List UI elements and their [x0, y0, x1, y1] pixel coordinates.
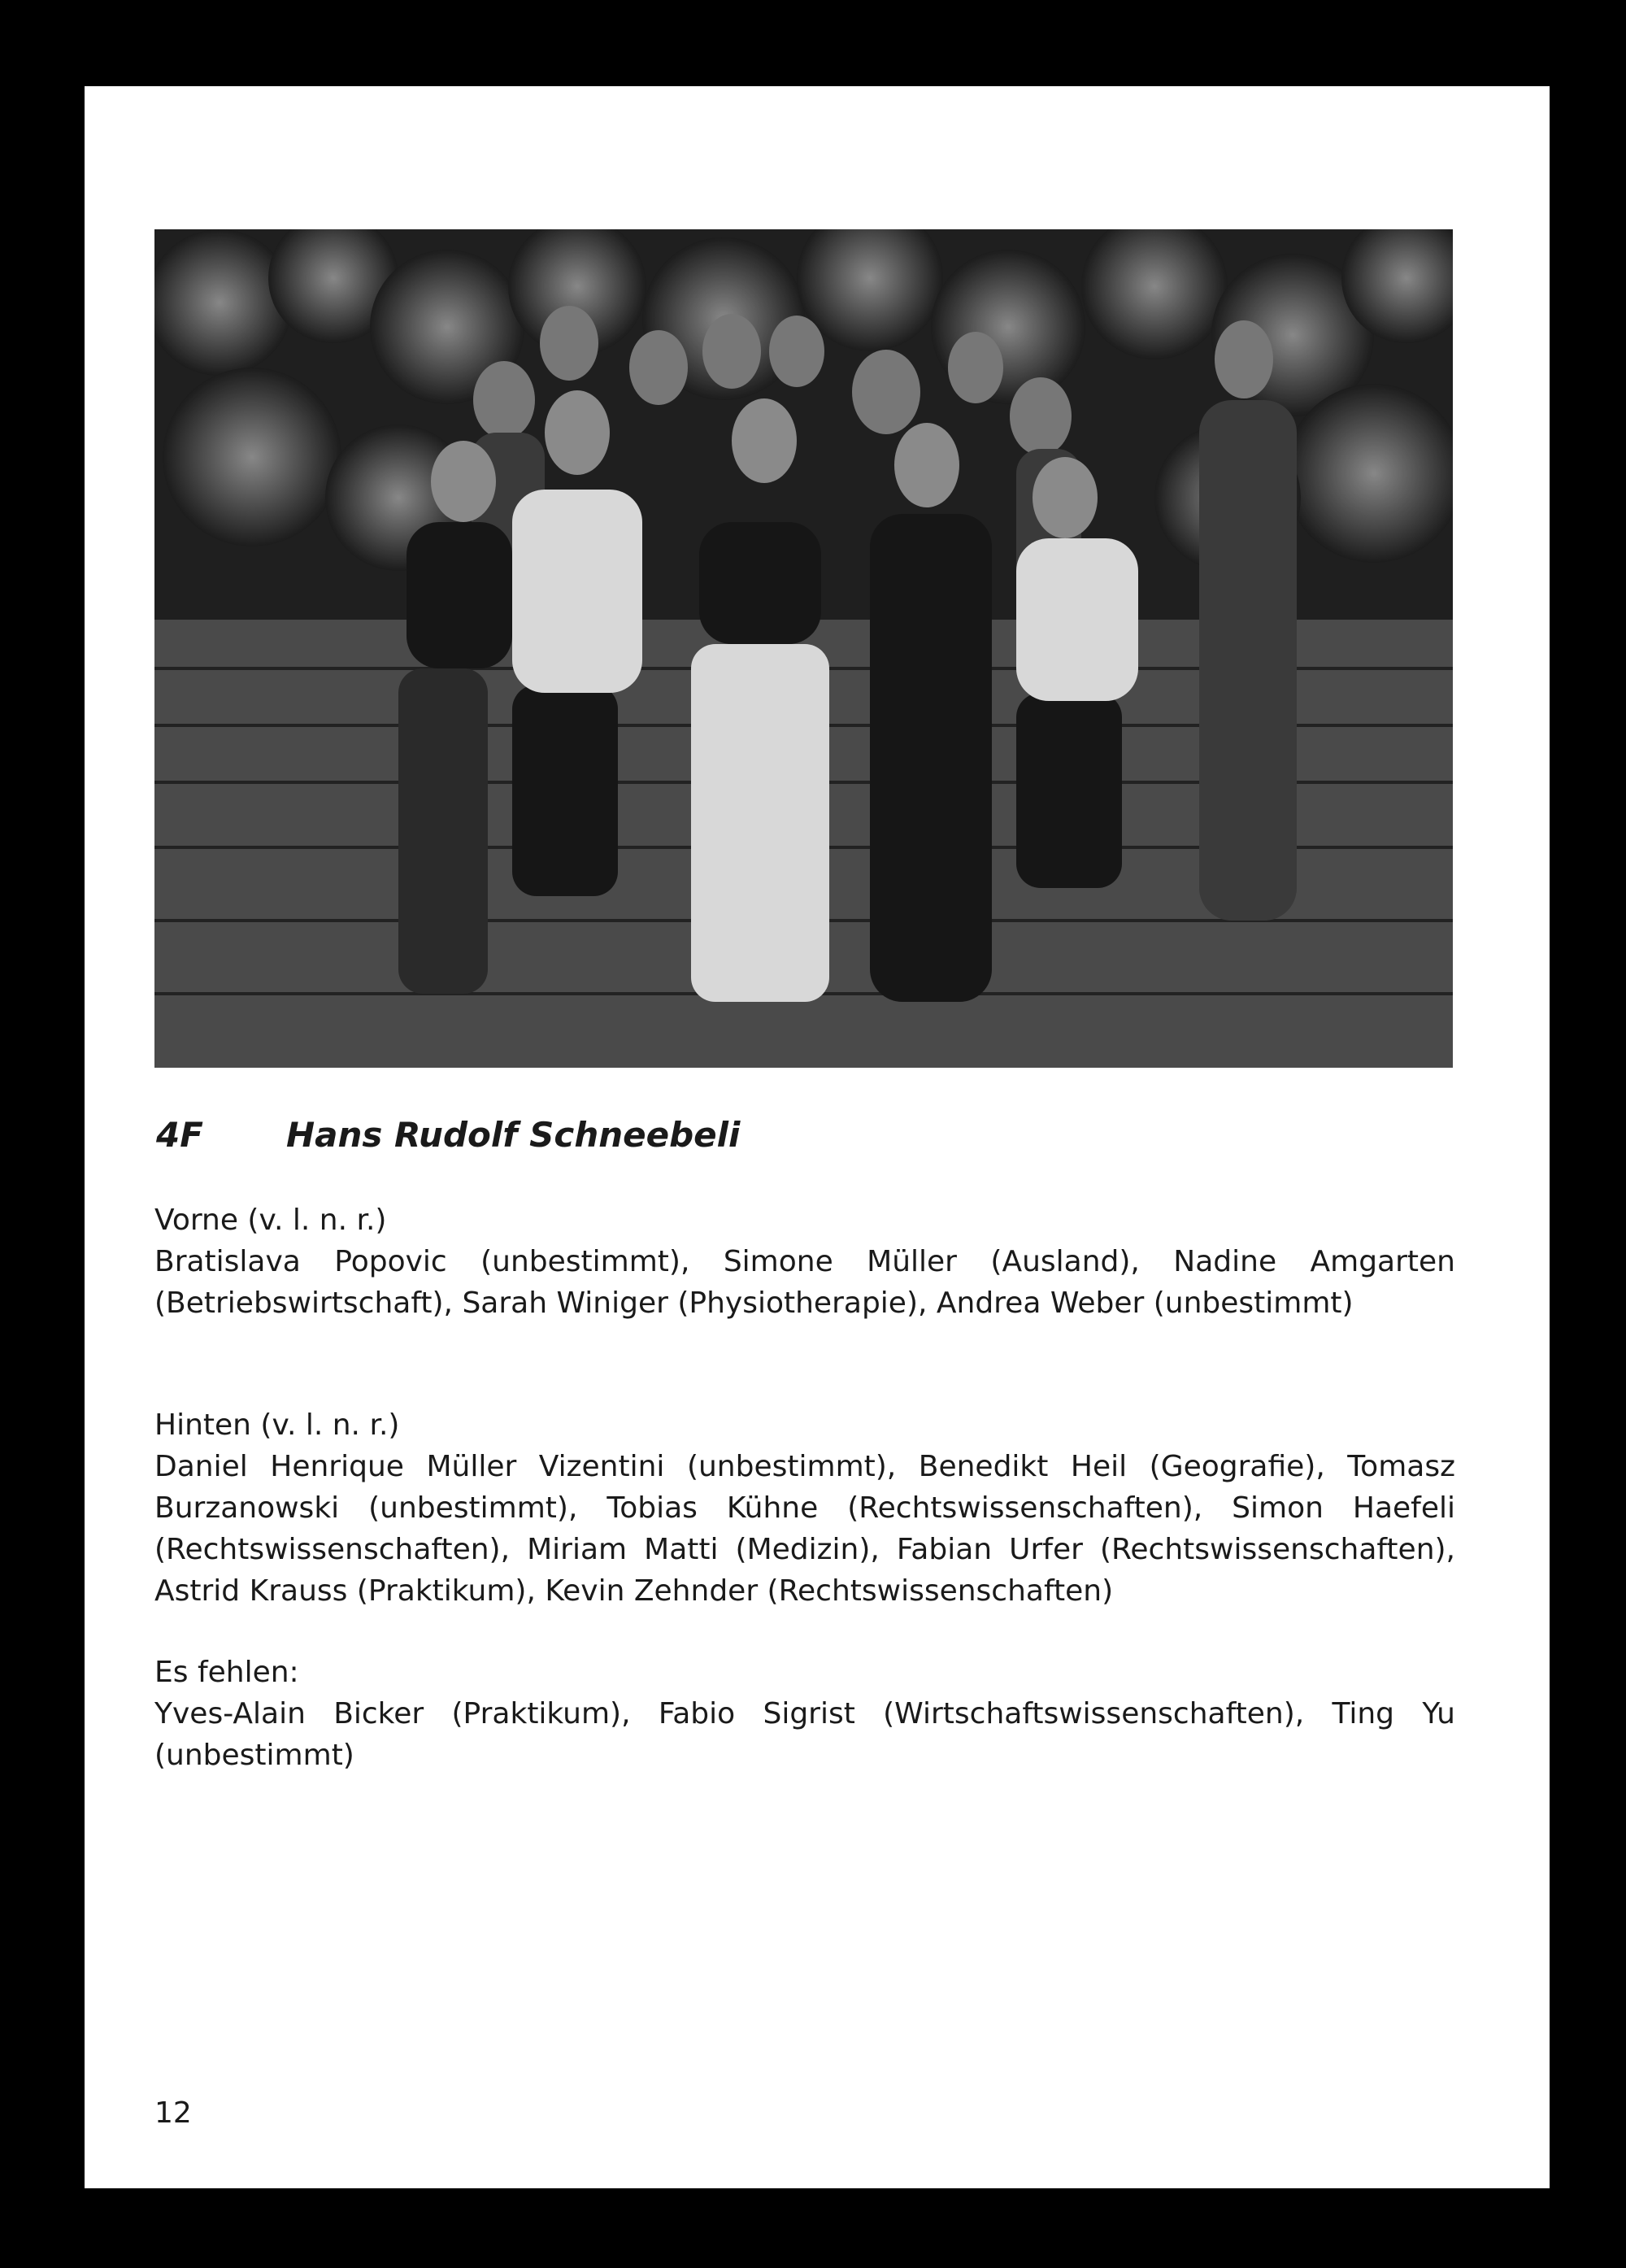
- back-row-section: [154, 1404, 1455, 1612]
- class-group-photo: [154, 229, 1453, 1068]
- front-row-label: Vorne (v. l. n. r.): [154, 1204, 387, 1237]
- group-photo-icon: [154, 229, 1453, 1068]
- missing-section: [154, 1652, 1455, 1776]
- back-row-names: Daniel Henrique Müller Vizentini (unbestimmt), Benedikt Heil (Geografie), Tomasz Burzanowski (unbestimmt), Tobias Kühne (Rechtswissenschaften), Simon Haefeli (Rechtswissenschaften), Miriam Matti (Medizin), Fabian Urfer (Rechtswissenschaften), Astrid Krauss (Praktikum), Kevin Zehnder (Rechtswissenschaften): [154, 1450, 1455, 1608]
- class-heading: [156, 1115, 740, 1155]
- missing-label: Es fehlen:: [154, 1656, 299, 1689]
- page-number: 12: [154, 2096, 192, 2130]
- class-code: 4F: [156, 1115, 203, 1155]
- back-row-label: Hinten (v. l. n. r.): [154, 1408, 400, 1442]
- missing-names: Yves-Alain Bicker (Praktikum), Fabio Sigrist (Wirtschaftswissenschaften), Ting Yu (unbestimmt): [154, 1697, 1455, 1772]
- front-row-names: Bratislava Popovic (unbestimmt), Simone Müller (Ausland), Nadine Amgarten (Betriebswirtschaft), Sarah Winiger (Physiotherapie), Andrea Weber (unbestimmt): [154, 1245, 1455, 1320]
- document-page: [85, 86, 1550, 2188]
- front-row-section: [154, 1199, 1455, 1324]
- teacher-name: Hans Rudolf Schneebeli: [286, 1115, 741, 1155]
